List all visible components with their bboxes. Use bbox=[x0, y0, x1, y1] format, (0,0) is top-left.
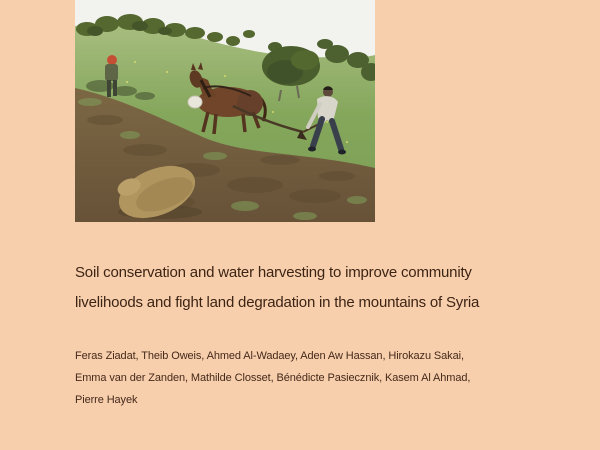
field-plowing-photo bbox=[75, 0, 375, 222]
title-line-1: Soil conservation and water harvesting to improve community bbox=[75, 264, 472, 281]
authors-block bbox=[75, 345, 545, 411]
authors-line-1: Feras Ziadat, Theib Oweis, Ahmed Al-Wadaey, Aden Aw Hassan, Hirokazu Sakai, bbox=[75, 350, 464, 362]
field-plowing-illustration bbox=[75, 0, 375, 222]
title-line-2: livelihoods and fight land degradation in the mountains of Syria bbox=[75, 294, 480, 311]
authors-line-3: Pierre Hayek bbox=[75, 394, 138, 406]
slide-title bbox=[75, 258, 545, 318]
authors-line-2: Emma van der Zanden, Mathilde Closset, Bénédicte Pasiecznik, Kasem Al Ahmad, bbox=[75, 372, 471, 384]
